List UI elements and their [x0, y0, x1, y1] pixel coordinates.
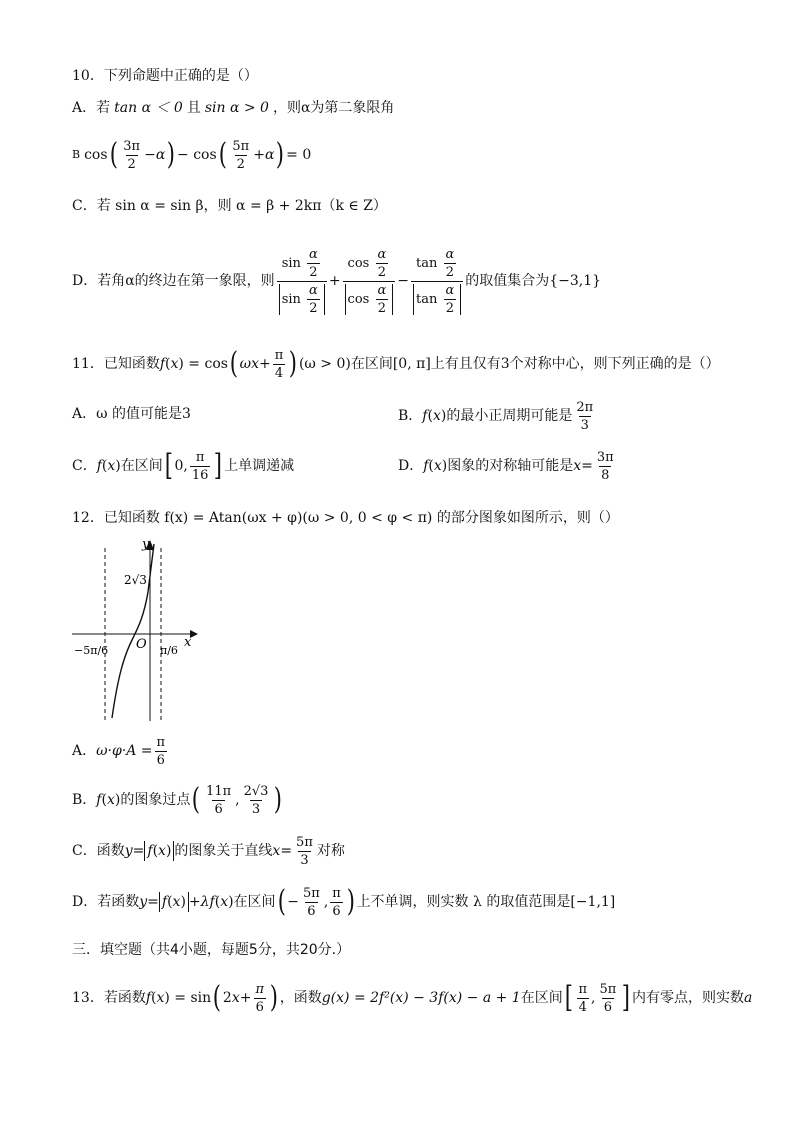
q12-a-math: ω·φ·A =: [96, 743, 153, 759]
q13-end: 内有零点，则实数: [631, 990, 744, 1006]
q12-c-prefix: C．函数: [72, 843, 125, 859]
q12-graph: [72, 536, 202, 726]
q10-stem: 10．下列命题中正确的是（）: [72, 68, 258, 84]
q11-d-mid: 图象的对称轴可能是: [447, 458, 574, 474]
q10-d-prefix: D．若角α的终边在第一象限，则: [72, 273, 275, 289]
q13-mid2: 在区间: [520, 990, 563, 1006]
q11-c-prefix: C．: [72, 458, 97, 474]
q10-option-c: C．若 sin α = sin β，则 α = β + 2kπ（k ∈ Z）: [72, 198, 387, 214]
tan-curve: [112, 544, 154, 718]
q12-d-prefix: D．若函数: [72, 894, 140, 910]
q10-a-math2: sin α > 0: [204, 100, 269, 116]
origin-label: O: [136, 637, 147, 652]
q11-b-mid: 的最小正周期可能是: [446, 408, 573, 424]
q11-d-prefix: D．: [398, 458, 424, 474]
left-tick-label: −5π/6: [74, 644, 109, 657]
q11-option-c: C． f ( x ) 在区间 [ 0, $\frac{\pi}{16}$ ] 上单调递减: [72, 448, 295, 483]
q11-c-end: 上单调递减: [224, 458, 295, 474]
q11-stem-prefix: 11．已知函数: [72, 356, 160, 372]
q12-stem: 12．已知函数 f(x) = Atan(ωx + φ)(ω > 0, 0 < φ < π) 的部分图象如图所示，则（）: [72, 510, 619, 526]
q13-var: a: [743, 990, 753, 1006]
right-tick-label: π/6: [160, 644, 178, 657]
q12-option-b: B． f ( x ) 的图象过点 ( $\frac{11\pi}{6}$ , $\frac{2√3}{3}$ ): [72, 782, 283, 817]
y-label: y: [142, 537, 150, 552]
q13-mid: ，函数: [279, 990, 322, 1006]
q10-option-a: [72, 98, 394, 118]
q12-option-a: A． ω·φ·A = $\frac{\pi}{6}$: [72, 734, 166, 768]
q10-option-d: D．若角α的终边在第一象限，则 sin $\frac{\alpha}{2}$ sin $\frac{\alpha}{2}$ + cos $\frac{\alpha}{2}$ cos $\frac{\alpha}{2}$ − tan $\frac{\alpha}{2}$ tan $\frac{\alpha}{2}$ 的取值集合为{−3,1}: [72, 246, 602, 316]
x-label: x: [184, 635, 192, 650]
q12-d-range: [−1,1]: [570, 894, 616, 910]
q12-d-end: 上不单调，则实数 λ 的取值范围是: [356, 894, 571, 910]
q11-stem: 11．已知函数 f ( x ) = cos ( ωx + $\frac{\pi}{4}$ ) (ω > 0)在区间[0, π]上有且仅有3个对称中心，则下列正确的是（）: [72, 346, 720, 381]
q10-a-math: tan α ＜ 0: [114, 100, 183, 116]
q12-d-mid: 在区间: [233, 894, 276, 910]
q13-stem: 13．若函数 f ( x ) = sin ( 2 x + $\frac{\pi}{6}$ ) ，函数 g(x) = 2f²(x) − 3f(x) − a + 1 在区间 [ $\frac{\pi}{4}$ , $\frac{5\pi}{6}$ ] 内有零点，则实数 a: [72, 980, 753, 1015]
q11-option-d: D． f ( x ) 图象的对称轴可能是 x = $\frac{3\pi}{8}$: [398, 449, 614, 483]
q12-option-c: C．函数 y = f(x) 的图象关于直线 x = $\frac{5\pi}{3}$ 对称: [72, 834, 345, 868]
q12-option-d: D．若函数 y = f(x) + λf ( x ) 在区间 ( − $\frac{5\pi}{6}$ , $\frac{\pi}{6}$ ) 上不单调，则实数 λ 的取值范围是 [−1,1]: [72, 884, 616, 919]
section-title: 三．填空题（共4小题，每题5分，共20分.）: [72, 942, 351, 958]
q10-option-b: B cos ( $\frac{3\pi}{2}$ − α ) − cos ( $\frac{5\pi}{2}$ + α ) = 0: [72, 137, 312, 172]
q11-option-a: A．ω 的值可能是3: [72, 406, 191, 422]
q11-option-b: B． f ( x ) 的最小正周期可能是 $\frac{2\pi}{3}$: [398, 399, 594, 433]
q10-a-mid: 且: [186, 100, 201, 116]
q10-b-prefix: B: [72, 148, 81, 161]
q12-c-end: 对称: [316, 843, 345, 859]
q12-b-prefix: B．: [72, 792, 97, 808]
q12-b-mid: 的图象过点: [120, 792, 191, 808]
q11-b-prefix: B．: [398, 408, 423, 424]
q13-g: g(x) = 2f²(x) − 3f(x) − a + 1: [321, 990, 521, 1006]
q13-prefix: 13．若函数: [72, 990, 146, 1006]
top-value-label: 2√3: [124, 573, 147, 587]
q12-a-prefix: A．: [72, 743, 97, 759]
q10-a-end: ，则α为第二象限角: [272, 100, 395, 116]
q11-c-mid: 在区间: [120, 458, 163, 474]
q10-a-prefix: A．若: [72, 100, 111, 116]
q12-c-mid: 的图象关于直线: [174, 843, 273, 859]
q10-d-suffix: 的取值集合为{−3,1}: [465, 273, 602, 289]
q11-stem-mid: (ω > 0)在区间[0, π]上有且仅有3个对称中心，则下列正确的是（）: [298, 356, 720, 372]
